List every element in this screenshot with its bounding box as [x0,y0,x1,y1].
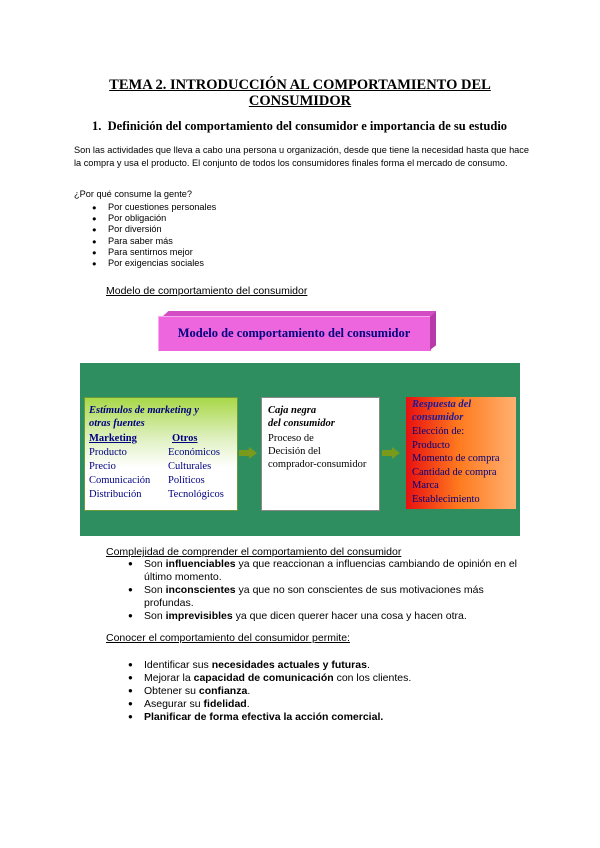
list-item: Marca [412,480,439,491]
response-heading-line-2: consumidor [412,412,464,423]
marketing-column [89,446,150,502]
item-text: . [247,685,251,698]
list-item: Producto [89,447,127,458]
item-bold: imprevisibles [165,610,233,623]
black-box-heading-line-2: del consumidor [268,418,335,429]
list-item: Distribución [89,489,142,500]
black-box-body [268,432,380,471]
black-box-heading [268,404,335,430]
list-item: Políticos [168,475,205,486]
item-bold: capacidad de comunicación [193,672,334,685]
item-text: Son [144,584,166,597]
item-text: ya que dicen querer hacer una cosa y hacen otra. [232,610,467,623]
complexity-list [128,558,528,624]
response-heading-line-1: Respuesta del [412,399,472,410]
marketing-column-title: Marketing [89,433,137,444]
why-question: ¿Por qué consume la gente? [74,189,192,199]
item-text: . [246,698,250,711]
list-item [128,711,528,724]
list-item [128,672,528,685]
list-item: Producto [412,439,450,451]
item-text: Son [144,610,166,623]
list-item: Económicos [168,447,220,458]
list-item: ● Por exigencias sociales [92,258,216,269]
list-item: Establecimiento [412,493,480,505]
list-item [128,659,528,672]
item-text: Asegurar su [144,698,204,711]
list-item: ● Por diversión [92,224,216,235]
list-item: Decisión del [268,446,321,457]
intro-paragraph: Son las actividades que lleva a cabo una persona u organización, desde que tiene la necesidad hasta que hace la compra y usa el producto. El conjunto de todos los consumidores finales forma el mercado de consumo. [74,145,529,168]
black-box-heading-line-1: Caja negra [268,405,317,416]
response-body [412,425,516,506]
list-item [128,610,528,623]
list-item [128,685,528,698]
item-text: Son [144,558,166,570]
list-item [128,558,528,583]
item-text: Mejorar la [144,672,194,685]
response-heading [412,398,514,424]
complexity-caption: Complejidad de comprender el comportamiento del consumidor [106,546,402,558]
item-text: Obtener su [144,685,199,698]
list-item: ● Para sentirnos mejor [92,247,216,258]
banner-side-face [430,311,436,350]
allows-caption: Conocer el comportamiento del consumidor permite: [106,632,350,644]
stimuli-heading [89,404,239,430]
item-bold: Planificar de forma efectiva la acción comercial. [144,711,384,724]
page-title [60,77,540,109]
item-bold: influenciables [165,558,236,570]
section-heading-text: Definición del comportamiento del consumidor e importancia de su estudio [107,119,508,133]
reasons-list [92,202,216,269]
title-line-1: TEMA 2. INTRODUCCIÓN AL COMPORTAMIENTO DEL [109,77,491,93]
list-item: Cantidad de compra [412,466,497,478]
model-caption: Modelo de comportamiento del consumidor [106,285,308,297]
list-item: Comunicación [89,475,151,486]
model-banner-title: Modelo de comportamiento del consumidor [177,326,411,340]
list-item: Tecnológicos [168,489,224,500]
others-column-title: Otros [172,433,198,444]
others-column [168,446,224,502]
list-item [128,698,528,711]
allows-list [128,659,528,724]
list-item: comprador-consumidor [268,459,367,470]
list-item: Precio [89,461,116,472]
item-text: Identificar sus [144,659,212,671]
item-text: con los clientes. [333,672,412,685]
section-number: 1. [92,119,102,133]
item-bold: fidelidad [203,698,247,711]
item-bold: necesidades actuales y futuras [211,659,367,671]
section-heading [92,119,507,134]
item-bold: inconscientes [165,584,236,597]
list-item [128,584,528,609]
item-bold: confianza [198,685,248,698]
list-item: Momento de compra [412,453,500,464]
item-text: ya que no son conscientes de sus motivaciones más profundas. [144,584,484,609]
stimuli-heading-line-1: Estímulos de marketing y [89,405,199,416]
item-text: . [366,659,370,671]
list-item: ● Por obligación [92,213,216,224]
title-line-2: CONSUMIDOR [248,93,352,109]
list-item: Culturales [168,461,212,472]
stimuli-heading-line-2: otras fuentes [89,418,145,429]
list-item: ● Para saber más [92,236,216,247]
list-item: Proceso de [268,433,314,444]
item-text: ya que reaccionan a influencias cambiando de opinión en el último momento. [144,558,518,583]
list-item: Elección de: [412,426,465,437]
list-item: ● Por cuestiones personales [92,202,216,213]
